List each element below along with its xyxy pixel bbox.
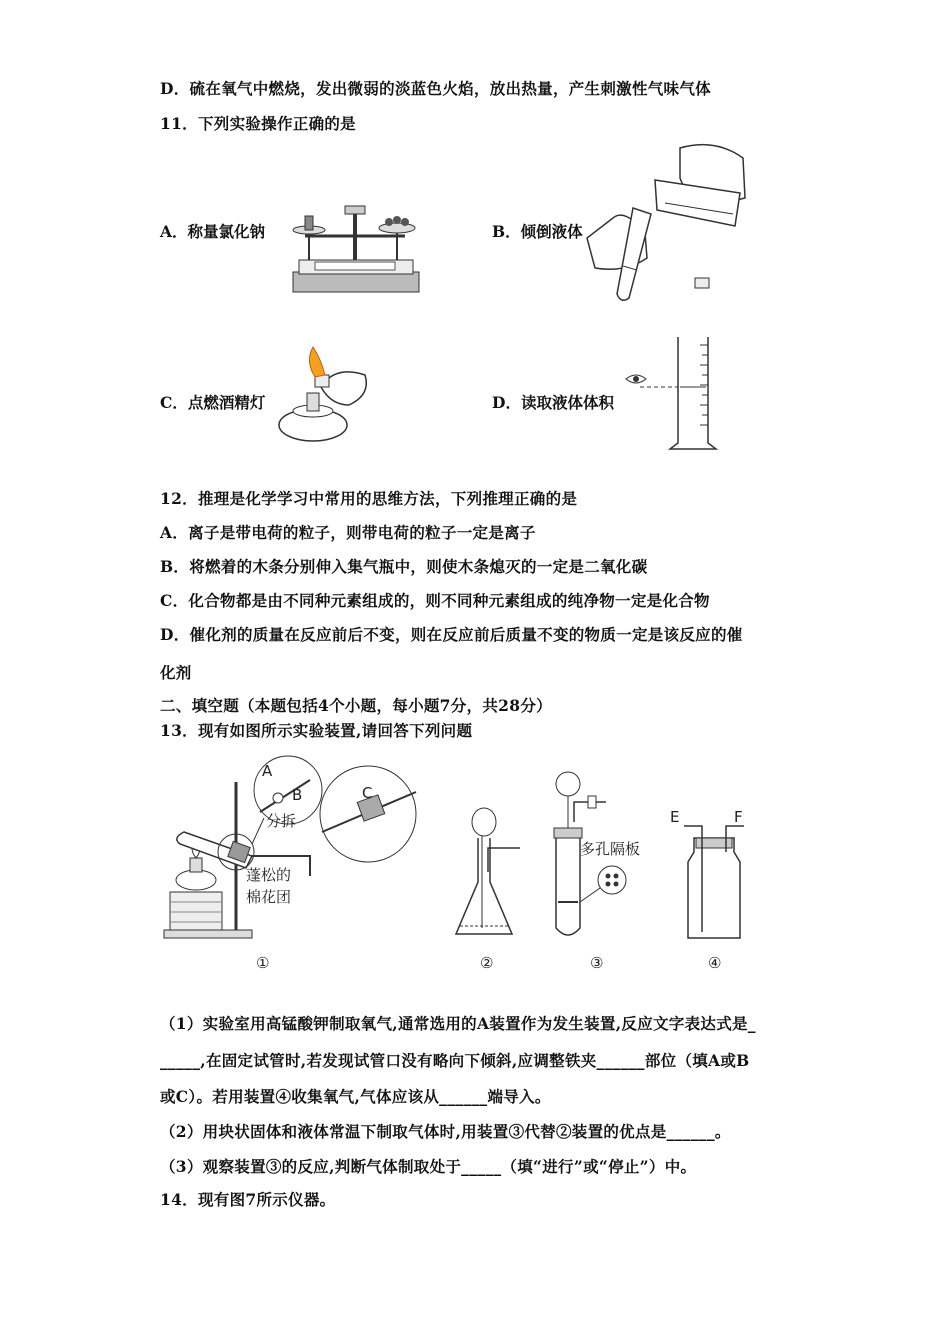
label-a: A	[262, 762, 273, 780]
label-disassemble: 分拆	[266, 812, 297, 830]
label-f: F	[734, 808, 743, 826]
apparatus-1-number: ①	[256, 954, 270, 972]
pouring-liquid-icon	[585, 138, 750, 303]
q11-option-d: D．读取液体体积	[492, 393, 614, 412]
section-heading: 二、填空题（本题包括4个小题，每小题7分，共28分）	[160, 696, 552, 715]
apparatus-2-number: ②	[480, 954, 494, 972]
q11-option-c: C．点燃酒精灯	[160, 393, 266, 412]
label-c: C	[362, 784, 373, 802]
label-cotton-1: 蓬松的	[246, 866, 292, 884]
alcohol-lamp-icon	[275, 345, 375, 445]
q12-option-c: C．化合物都是由不同种元素组成的，则不同种元素组成的纯净物一定是化合物	[160, 591, 710, 610]
q12-option-d: D．催化剂的质量在反应前后不变，则在反应前后质量不变的物质一定是该反应的催	[160, 625, 743, 644]
q12-option-b: B．将燃着的木条分别伸入集气瓶中，则使木条熄灭的一定是二氧化碳	[160, 557, 648, 576]
label-cotton-2: 棉花团	[246, 888, 292, 906]
q11-stem: 11．下列实验操作正确的是	[160, 114, 356, 133]
apparatus-3-number: ③	[590, 954, 604, 972]
q13-part-2: （2）用块状固体和液体常温下制取气体时,用装置③代替②装置的优点是______。	[160, 1122, 731, 1141]
q12-stem: 12．推理是化学学习中常用的思维方法，下列推理正确的是	[160, 489, 578, 508]
q13-stem: 13．现有如图所示实验装置,请回答下列问题	[160, 721, 473, 740]
q10-option-d: D．硫在氧气中燃烧，发出微弱的淡蓝色火焰，放出热量，产生刺激性气味气体	[160, 79, 711, 98]
label-b: B	[292, 786, 303, 804]
label-porous-plate: 多孔隔板	[580, 840, 641, 858]
q13-part-1-line-2: _____,在固定试管时,若发现试管口没有略向下倾斜,应调整铁夹______部位（填A或B	[160, 1051, 750, 1070]
apparatus-4-number: ④	[708, 954, 722, 972]
q13-part-1-line-3: 或C）。若用装置④收集氧气,气体应该从______端导入。	[160, 1087, 551, 1106]
balance-icon	[285, 200, 425, 300]
q13-part-3: （3）观察装置③的反应,判断气体制取处于_____（填“进行”或“停止”）中。	[160, 1157, 697, 1176]
q11-option-b: B．倾倒液体	[492, 222, 583, 241]
q12-option-d-cont: 化剂	[160, 663, 192, 682]
q12-option-a: A．离子是带电荷的粒子，则带电荷的粒子一定是离子	[160, 523, 536, 542]
q13-apparatus-figure	[160, 752, 780, 982]
label-e: E	[670, 808, 680, 826]
graduated-cylinder-icon	[620, 335, 730, 455]
q14-stem: 14．现有图7所示仪器。	[160, 1190, 336, 1209]
q11-option-a: A．称量氯化钠	[160, 222, 266, 241]
q13-part-1-line-1: （1）实验室用高锰酸钾制取氧气,通常选用的A装置作为发生装置,反应文字表达式是_	[160, 1014, 756, 1033]
